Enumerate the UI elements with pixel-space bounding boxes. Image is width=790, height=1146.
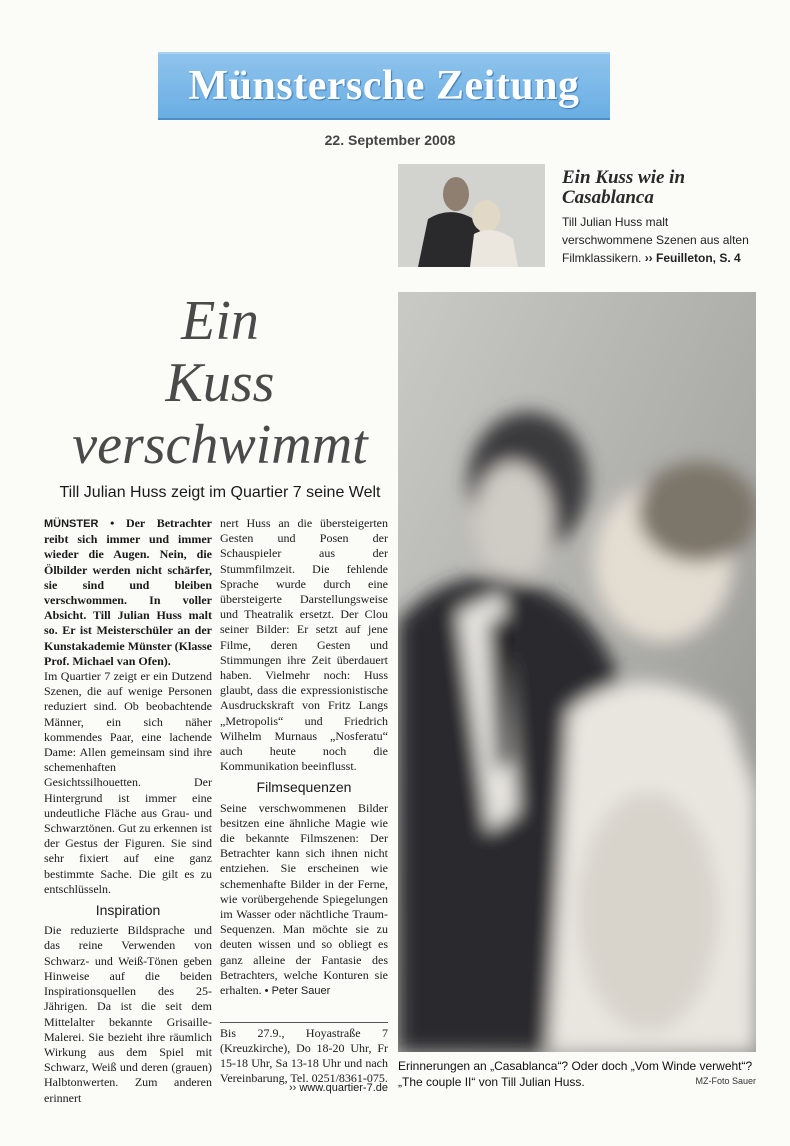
article-column-2	[220, 516, 388, 999]
body-paragraph-3: nert Huss an die übersteigerten Gesten und Posen der Schauspieler aus der Stummfilmzeit. Die fehlende Sprache wurde durch eine übersteigerte Darstellungsweise und Theatralik ersetzt. Der Clou seiner Bilder: Er setzt auf jene Filme, deren Gesten und Stimmungen ihre Zeit überdauert haben. Vielmehr noch: Huss glaubt, dass die expressionistische Ausdruckskraft von Fritz Langs „Metropolis“ und Friedrich Wilhelm Murnaus „Nosferatu“ auch heute noch die Kommunikation beeinflusst.	[220, 516, 388, 774]
teaser-headline: Ein Kuss wie in Casablanca	[562, 167, 686, 208]
masthead-banner	[158, 52, 610, 120]
body-paragraph-2: Die reduzierte Bildsprache und das reine Verwenden von Schwarz- und Weiß-Tönen geben Hinweise auf die beiden Inspirationsquellen des 25-Jährigen. Da ist die seit dem Mittelalter bekannte Grisaille-Malerei. Sie bezieht ihre räumlich Wirkung aus dem Spiel mit Schwarz, Weiß und deren (grauen) Halbtonwerten. Zum anderen erinnert	[44, 923, 212, 1105]
exhibition-info: Bis 27.9., Hoyastraße 7 (Kreuzkirche), Do 18-20 Uhr, Fr 15-18 Uhr, Sa 13-18 Uhr und nach Vereinbarung, Tel. 0251/8361-075.	[220, 1022, 388, 1086]
section-heading-inspiration: Inspiration	[95, 902, 161, 919]
body-paragraph-1: Im Quartier 7 zeigt er ein Dutzend Szenen, die auf wenige Personen reduziert sind. Ob beobachtende Männer, ein sich näher kommendes Paar, eine lachende Dame: Allen gemeinsam sind ihre schemenhaften Gesichtssilhouetten. Der Hintergrund ist immer eine undeutliche Fläche aus Grau- und Schwarztönen. Gut zu erkennen ist der Gestus der Figuren. Sie sind sehr fixiert auf eine ganz bestimmte Sache. Die gilt es zu entschlüsseln.	[44, 669, 212, 896]
headline-line-1: Ein	[181, 290, 259, 352]
photo-caption: Erinnerungen an „Casablanca“? Oder doch „Vom Winde verweht“? „The couple II“ von Till Julian Huss.	[398, 1059, 753, 1089]
headline-line-3: verschwimmt	[72, 414, 368, 476]
body-paragraph-4	[220, 801, 388, 1000]
exhibition-link[interactable]: ›› www.quartier-7.de	[288, 1082, 388, 1094]
teaser-body: Till Julian Huss malt verschwommene Szenen aus alten Filmklassikern.	[562, 215, 749, 265]
headline-line-2: Kuss	[165, 352, 275, 414]
article-subheadline: Till Julian Huss zeigt im Quartier 7 seine Welt	[59, 484, 381, 501]
teaser-text	[562, 213, 762, 267]
author-name: Peter Sauer	[271, 985, 331, 998]
article-column-1	[44, 516, 212, 1106]
main-photo	[398, 292, 756, 1052]
issue-date: 22. September 2008	[324, 132, 456, 148]
teaser-photo	[398, 164, 545, 267]
photo-credit: MZ-Foto Sauer	[695, 1076, 756, 1086]
body-paragraph-4-text: Seine verschwommenen Bilder besitzen eine ähnliche Magie wie die bekannte Filmszenen: Der Betrachter kann sich ihnen nicht entziehen. Sie erscheinen wie schemenhafte Bilder in der Ferne, wie vorübergehende Spiegelungen im Wasser oder nächtliche Traum-Sequenzen. Man möchte sie zu deuten wissen und so obliegt es ganz alleine der Fantasie des Betrachters, welche Konturen sie erhalten.	[220, 800, 388, 998]
article-lede	[44, 516, 212, 669]
teaser-page-ref: ›› Feuilleton, S. 4	[644, 251, 741, 265]
article-headline	[40, 290, 400, 476]
dateline-bullet: •	[110, 516, 126, 530]
author-bullet: •	[264, 985, 272, 998]
lede-text: Der Betrachter reibt sich immer und immer wieder die Augen. Nein, die Ölbilder werden nicht schärfer, sie sind und bleiben verschwommen. In voller Absicht. Till Julian Huss malt so. Er ist Meisterschüler an der Kunstakademie Münster (Klasse Prof. Michael van Ofen).	[44, 516, 213, 668]
section-heading-filmsequenzen: Filmsequenzen	[256, 779, 352, 796]
newspaper-title: Münstersche Zeitung	[188, 63, 580, 109]
dateline: MÜNSTER	[44, 518, 99, 530]
